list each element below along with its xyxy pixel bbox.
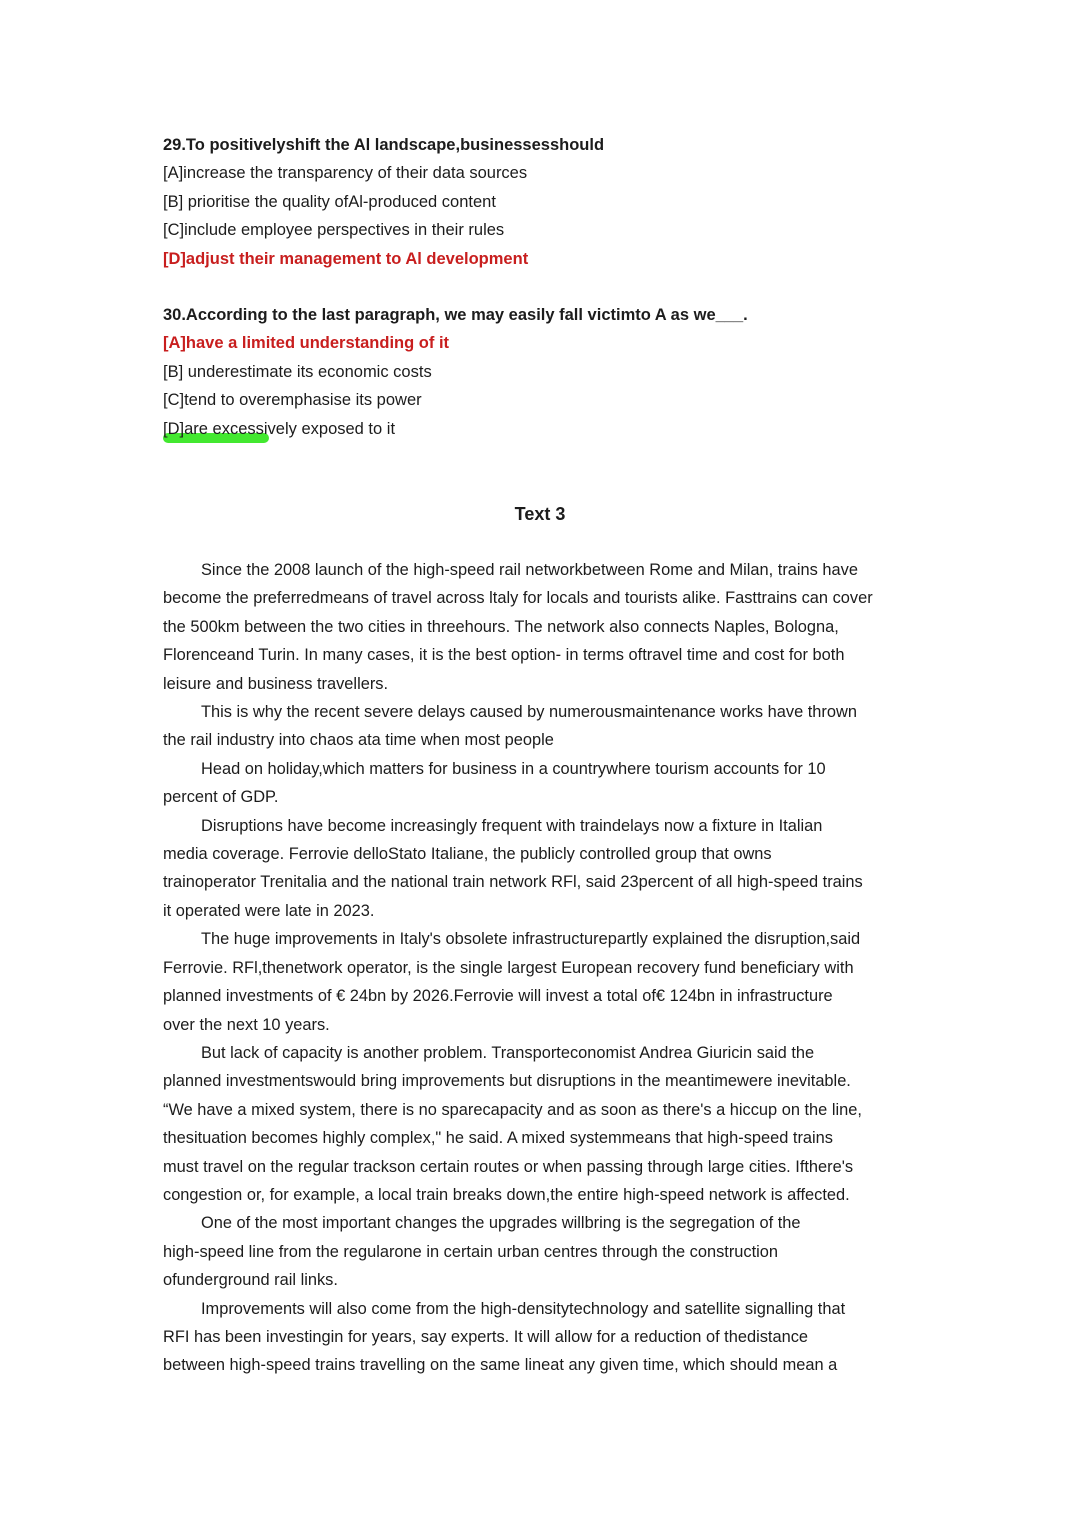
paragraph-7 (163, 1209, 923, 1294)
article-line: it operated were late in 2023. (163, 901, 375, 920)
question-30 (163, 301, 963, 443)
paragraph-2 (163, 698, 923, 755)
option-29-d-answer: [D]adjust their management to Al development (163, 249, 529, 268)
article-line: One of the most important changes the upgrades willbring is the segregation of the (201, 1214, 801, 1233)
article-line: Since the 2008 launch of the high-speed rail networkbetween Rome and Milan, trains have (201, 561, 858, 579)
article-line: planned investments of € 24bn by 2026.Ferrovie will invest a total of€ 124bn in infrastructure (163, 987, 833, 1006)
article-line: The huge improvements in Italy's obsolete infrastructurepartly explained the disruption,said (201, 930, 861, 949)
article-line: Florenceand Turin. In many cases, it is the best option- in terms oftravel time and cost for both (163, 646, 845, 665)
article-line: Improvements will also come from the high-densitytechnology and satellite signalling that (201, 1299, 846, 1318)
option-29-c: [C]include employee perspectives in their rules (163, 221, 505, 240)
paragraph-6 (163, 1039, 923, 1209)
article-line: the 500km between the two cities in threehours. The network also connects Naples, Bologna, (163, 617, 839, 636)
option-30-b: [B] underestimate its economic costs (163, 362, 432, 381)
question-29-stem: 29.To positivelyshift the Al landscape,businessesshould (163, 136, 605, 154)
article-line: over the next 10 years. (163, 1015, 330, 1034)
question-29 (163, 131, 963, 273)
article-line: This is why the recent severe delays caused by numerousmaintenance works have thrown (201, 703, 857, 722)
option-29-b: [B] prioritise the quality ofAl-produced content (163, 192, 496, 211)
article-line: RFI has been investingin for years, say experts. It will allow for a reduction of thedistance (163, 1327, 809, 1346)
section-heading: Text 3 (514, 504, 566, 524)
article-line: Ferrovie. RFl,thenetwork operator, is the single largest European recovery fund beneficiary with (163, 958, 854, 977)
article-line: Head on holiday,which matters for business in a countrywhere tourism accounts for 10 (201, 759, 826, 778)
option-30-d-wrapper (163, 415, 395, 443)
article-line: But lack of capacity is another problem. Transporteconomist Andrea Giuricin said the (201, 1043, 815, 1062)
option-30-d: [D]are excessively exposed to it (163, 419, 396, 438)
article-line: ofunderground rail links. (163, 1271, 338, 1290)
article-line: must travel on the regular trackson certain routes or when passing through large cities. Ifthere's (163, 1157, 854, 1176)
article-line: trainoperator Trenitalia and the national train network RFl, said 23percent of all high-speed trains (163, 873, 863, 892)
article-line: planned investmentswould bring improvements but disruptions in the meantimewere inevitable. (163, 1072, 851, 1091)
article-line: the rail industry into chaos ata time when most people (163, 731, 554, 750)
option-30-c: [C]tend to overemphasise its power (163, 391, 422, 410)
paragraph-8 (163, 1295, 923, 1380)
article-line: leisure and business travellers. (163, 674, 389, 693)
article-line: congestion or, for example, a local train breaks down,the entire high-speed network is affected. (163, 1185, 850, 1204)
article-line: high-speed line from the regularone in certain urban centres through the construction (163, 1242, 779, 1261)
option-29-a: [A]increase the transparency of their data sources (163, 164, 528, 183)
article-line: thesituation becomes highly complex," he said. A mixed systemmeans that high-speed trains (163, 1129, 833, 1148)
article-body (163, 556, 923, 1380)
article-line: become the preferredmeans of travel across ltaly for locals and tourists alike. Fasttrains can cover (163, 589, 873, 608)
article-line: Disruptions have become increasingly frequent with traindelays now a fixture in Italian (201, 816, 823, 835)
paragraph-5 (163, 925, 923, 1039)
paragraph-4 (163, 812, 923, 926)
article-line: “We have a mixed system, there is no sparecapacity and as soon as there's a hiccup on the line, (163, 1100, 862, 1119)
article-line: between high-speed trains travelling on the same lineat any given time, which should mean a (163, 1356, 838, 1375)
paragraph-3 (163, 755, 923, 812)
paragraph-1 (163, 556, 923, 698)
article-line: percent of GDP. (163, 788, 279, 807)
article-line: media coverage. Ferrovie delloStato Italiane, the publicly controlled group that owns (163, 845, 772, 864)
question-30-stem: 30.According to the last paragraph, we may easily fall victimto A as we___. (163, 306, 748, 324)
option-30-a-answer: [A]have a limited understanding of it (163, 334, 450, 353)
